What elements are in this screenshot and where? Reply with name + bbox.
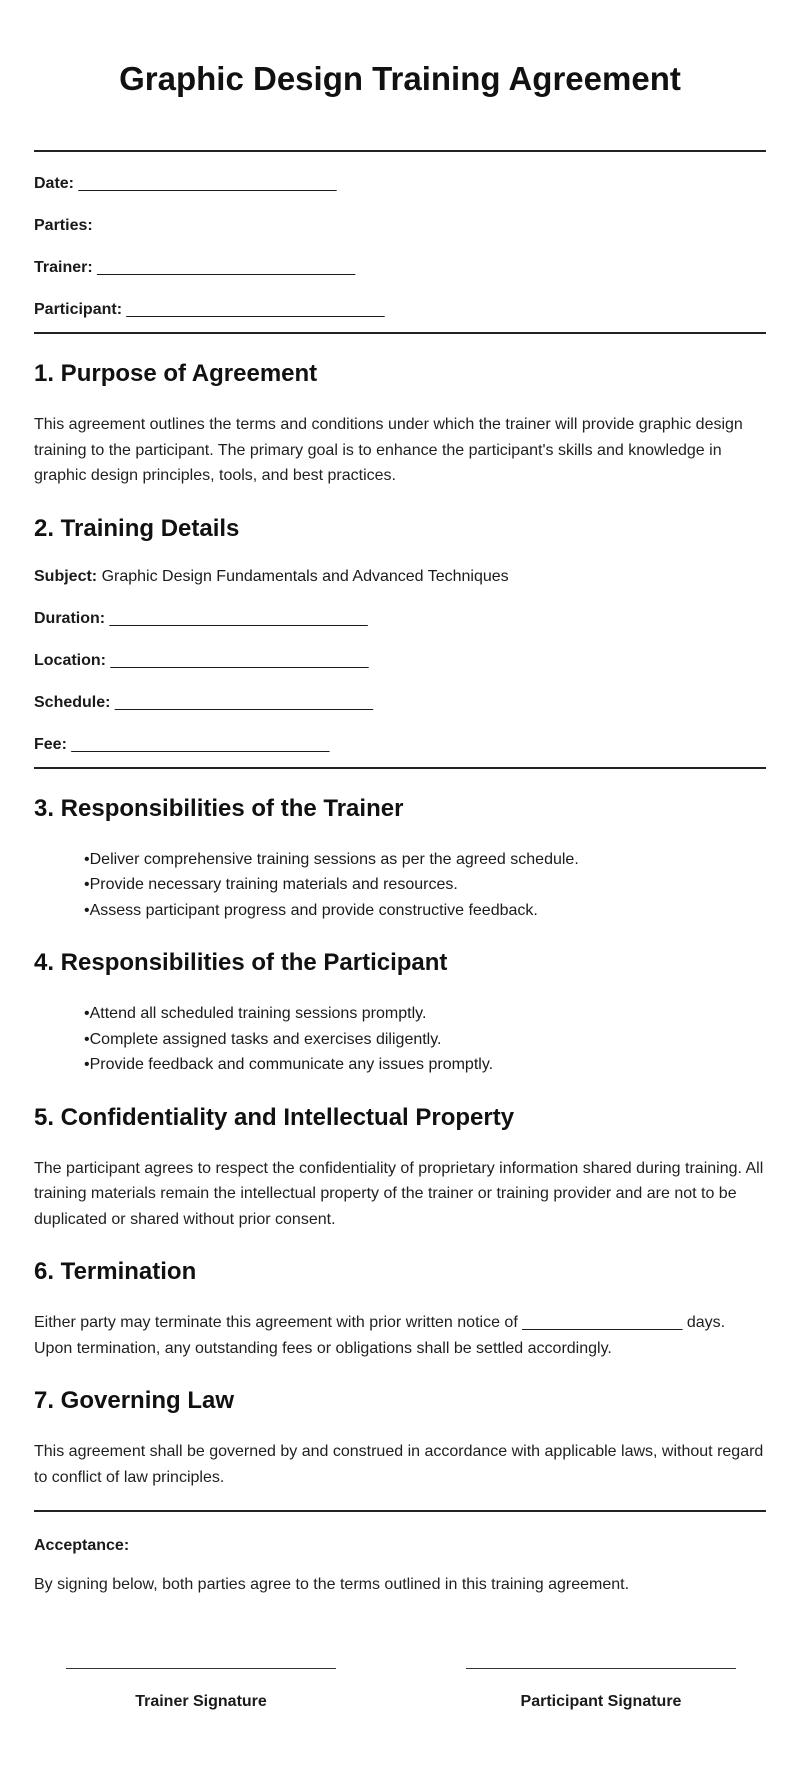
section-law-text: This agreement shall be governed by and construed in accordance with applicable laws, without regard to conflict of law principles. <box>34 1443 764 1486</box>
schedule-label: Schedule: <box>34 693 111 711</box>
date-blank: _____________________________ <box>78 175 337 192</box>
section-participant-heading: 4. Responsibilities of the Participant <box>34 949 448 976</box>
subject-field <box>34 567 766 609</box>
date-label: Date: <box>34 175 75 192</box>
trainer-blank: _____________________________ <box>97 259 356 276</box>
duration-label: Duration: <box>34 609 106 627</box>
section-confidentiality-heading: 5. Confidentiality and Intellectual Property <box>34 1103 515 1131</box>
participant-field <box>34 300 766 332</box>
trainer-signature-line <box>66 1668 336 1669</box>
participant-signature-caption: Participant Signature <box>520 1692 682 1710</box>
participant-signature-block <box>466 1668 736 1711</box>
section-purpose-text: This agreement outlines the terms and conditions under which the trainer will provide graphic design training to the participant. The primary goal is to enhance the participant's skills and knowledge in graphic design principles, tools, and best practices. <box>34 416 743 484</box>
location-blank: _____________________________ <box>110 651 369 669</box>
list-item: • Complete assigned tasks and exercises diligently. <box>84 1027 766 1053</box>
list-item: • Provide necessary training materials and resources. <box>84 872 766 898</box>
parties-heading <box>34 216 766 258</box>
parties-label: Parties: <box>34 217 93 234</box>
trainer-responsibilities-list <box>34 847 766 924</box>
acceptance-text: By signing below, both parties agree to the terms outlined in this training agreement. <box>34 1576 630 1593</box>
list-item: • Deliver comprehensive training sessions as per the agreed schedule. <box>84 847 766 873</box>
subject-value: Graphic Design Fundamentals and Advanced Techniques <box>101 567 509 585</box>
schedule-field <box>34 693 766 735</box>
participant-label: Participant: <box>34 301 123 318</box>
signature-row <box>34 1668 766 1788</box>
participant-blank: _____________________________ <box>126 301 385 318</box>
fee-field <box>34 735 766 767</box>
document-title: Graphic Design Training Agreement <box>119 60 681 97</box>
list-item: • Provide feedback and communicate any issues promptly. <box>84 1052 766 1078</box>
acceptance-label: Acceptance: <box>34 1537 130 1554</box>
trainer-label: Trainer: <box>34 259 93 276</box>
participant-signature-line <box>466 1668 736 1669</box>
duration-blank: _____________________________ <box>109 609 368 627</box>
trainer-field <box>34 258 766 300</box>
fee-label: Fee: <box>34 735 67 753</box>
section-purpose-heading: 1. Purpose of Agreement <box>34 360 318 387</box>
list-item: • Attend all scheduled training sessions promptly. <box>84 1001 766 1027</box>
list-item: • Assess participant progress and provide constructive feedback. <box>84 898 766 924</box>
fee-blank: _____________________________ <box>71 735 330 753</box>
section-trainer-heading: 3. Responsibilities of the Trainer <box>34 794 404 822</box>
section-termination-heading: 6. Termination <box>34 1258 197 1285</box>
subject-label: Subject: <box>34 567 98 585</box>
section-confidentiality-text: The participant agrees to respect the confidentiality of proprietary information shared during training. All training materials remain the intellectual property of the trainer or training provider and are not to be duplicated or shared without prior consent. <box>34 1159 764 1228</box>
trainer-signature-block <box>66 1668 336 1711</box>
date-field <box>34 174 766 216</box>
section-law-heading: 7. Governing Law <box>34 1387 235 1414</box>
duration-field <box>34 609 766 651</box>
section-termination-text: Either party may terminate this agreement with prior written notice of __________________ days. Upon termination, any outstanding fees or obligations shall be settled accordingly. <box>34 1314 726 1357</box>
section-details-heading: 2. Training Details <box>34 514 240 542</box>
location-field <box>34 651 766 693</box>
schedule-blank: _____________________________ <box>114 693 373 711</box>
location-label: Location: <box>34 651 106 669</box>
trainer-signature-caption: Trainer Signature <box>135 1692 267 1710</box>
participant-responsibilities-list <box>34 1001 766 1078</box>
